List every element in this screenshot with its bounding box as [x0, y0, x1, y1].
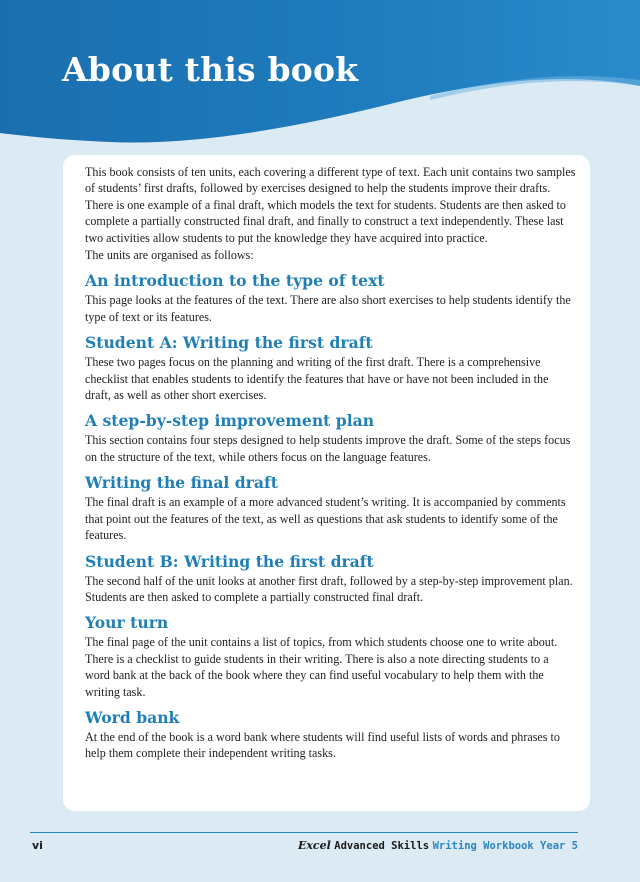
content-card	[63, 155, 590, 811]
section-body: These two pages focus on the planning and writing of the first draft. There is a comprehensive checklist that enables students to identify the features that have or have not been included in the draft, as well as other short exercises.	[85, 355, 549, 403]
intro-paragraph: This book consists of ten units, each covering a different type of text. Each unit contains two samples of students’ first drafts, followed by exercises designed to help the students improve their drafts. There is one example of a final draft, which models the text for students. Students are then asked to complete a partially constructed final draft, and finally to construct a text independently. These last two activities allow students to put the knowledge they have acquired into practice.	[85, 165, 576, 245]
section-body: At the end of the book is a word bank where students will find useful lists of words and phrases to help them complete their independent writing tasks.	[85, 729, 560, 761]
units-intro: The units are organised as follows:	[85, 248, 254, 263]
header-banner	[0, 0, 640, 150]
section-heading: Your turn	[85, 613, 169, 633]
footer-series: Advanced Skills	[334, 840, 430, 852]
page-footer	[30, 839, 578, 857]
section-body: The final page of the unit contains a list of topics, from which students choose one to write about. There is a checklist to guide students in their writing. There is also a note directing students to a word bank at the back of the book where they can find useful vocabulary to help them with the writing task.	[85, 635, 558, 699]
footer-divider	[30, 832, 578, 833]
page-title: About this book	[62, 50, 359, 89]
section-body: The second half of the unit looks at another first draft, followed by a step-by-step improvement plan. Students are then asked to complete a partially constructed final draft.	[85, 573, 573, 604]
page-number: vi	[32, 839, 43, 852]
section-heading: Word bank	[85, 707, 180, 727]
section-body: This page looks at the features of the text. There are also short exercises to help students identify the type of text or its features.	[85, 293, 571, 324]
footer-book-title	[298, 839, 578, 852]
section-heading: Student B: Writing the first draft	[85, 551, 374, 571]
section-heading: A step-by-step improvement plan	[85, 411, 375, 431]
section-heading: Writing the final draft	[85, 473, 278, 493]
section-body: This section contains four steps designed to help students improve the draft. Some of the steps focus on the structure of the text, while others focus on the language features.	[85, 433, 571, 464]
section-heading: An introduction to the type of text	[85, 271, 385, 291]
section-heading: Student A: Writing the first draft	[85, 333, 373, 353]
section-body: The final draft is an example of a more advanced student’s writing. It is accompanied by comments that point out the features of the text, as well as questions that ask students to identify some of the features.	[85, 495, 566, 543]
footer-book-name: Writing Workbook Year 5	[432, 840, 578, 852]
footer-brand: Excel	[297, 839, 331, 852]
